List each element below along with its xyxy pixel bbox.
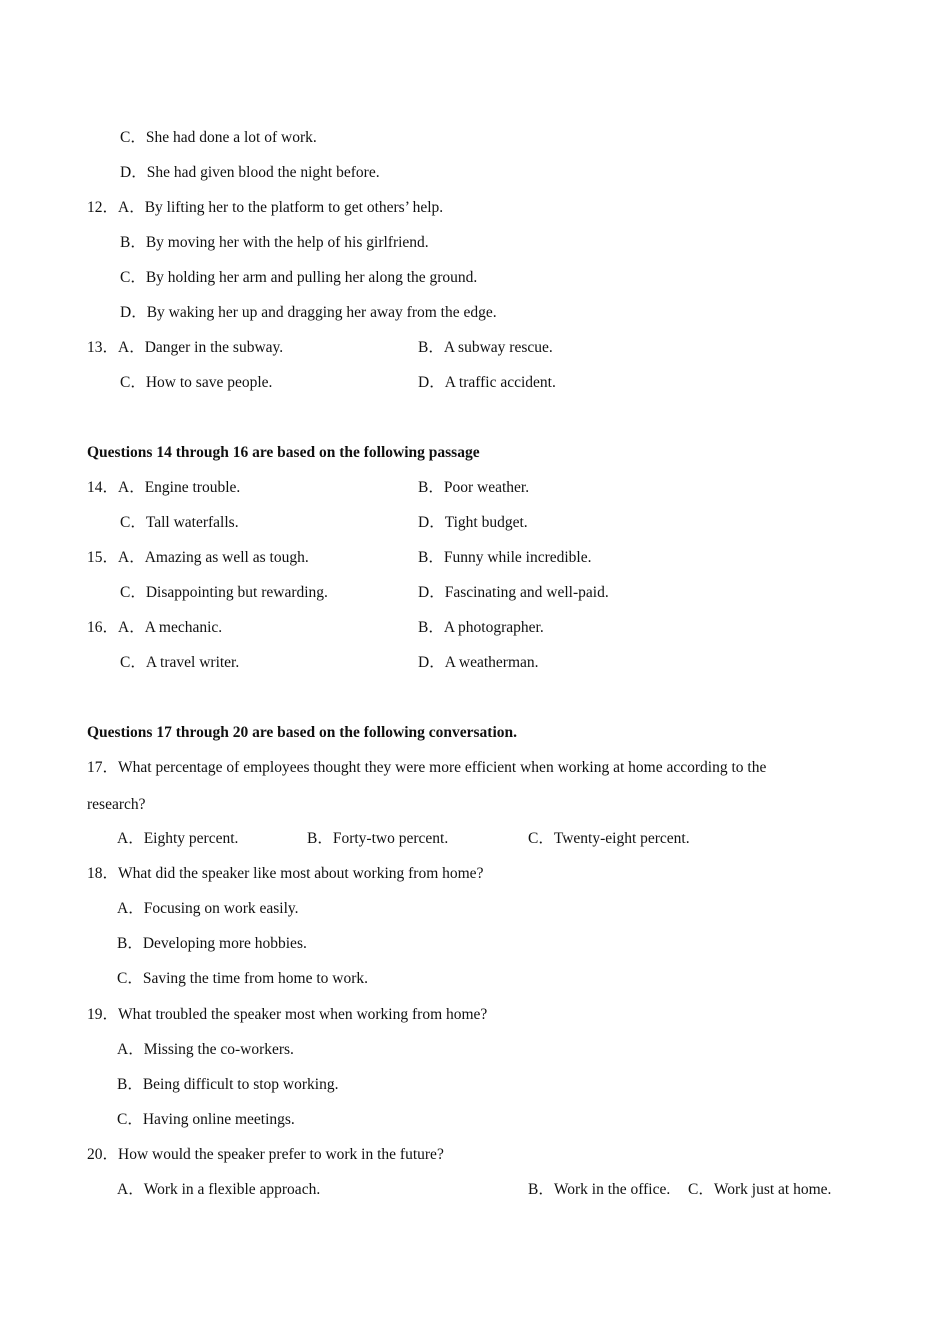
q17-question-line1: 17．What percentage of employees thought they were more efficient when working at home according to the [87, 759, 767, 776]
q19-option-c: C．Having online meetings. [117, 1111, 295, 1128]
q20-option-b: B．Work in the office. [528, 1181, 671, 1198]
q12-option-a: 12．A．By lifting her to the platform to get others’ help. [87, 199, 444, 216]
section-heading-14-16: Questions 14 through 16 are based on the following passage [87, 444, 480, 461]
q19-option-a: A．Missing the co-workers. [117, 1041, 294, 1058]
q20-option-c: C．Work just at home. [688, 1181, 832, 1198]
q14-option-a: 14．A．Engine trouble. [87, 479, 241, 496]
q19-question: 19．What troubled the speaker most when working from home? [87, 1006, 488, 1023]
q13-option-b: B．A subway rescue. [418, 339, 553, 356]
q16-option-a: 16．A．A mechanic. [87, 619, 223, 636]
q13-option-a: 13．A．Danger in the subway. [87, 339, 284, 356]
q16-option-d: D．A weatherman. [418, 654, 539, 671]
q15-option-d: D．Fascinating and well-paid. [418, 584, 609, 601]
q17-option-b: B．Forty-two percent. [307, 830, 449, 847]
q17-option-a: A．Eighty percent. [117, 830, 239, 847]
q11-option-d: D．She had given blood the night before. [120, 164, 380, 181]
q19-option-b: B．Being difficult to stop working. [117, 1076, 339, 1093]
section-heading-17-20: Questions 17 through 20 are based on the following conversation. [87, 724, 518, 741]
q15-option-a: 15．A．Amazing as well as tough. [87, 549, 309, 566]
q14-option-b: B．Poor weather. [418, 479, 530, 496]
q13-option-d: D．A traffic accident. [418, 374, 556, 391]
q18-option-c: C．Saving the time from home to work. [117, 970, 368, 987]
q15-option-b: B．Funny while incredible. [418, 549, 592, 566]
q17-question-line2: research? [87, 796, 146, 813]
q14-option-c: C．Tall waterfalls. [120, 514, 239, 531]
q17-option-c: C．Twenty-eight percent. [528, 830, 690, 847]
q15-option-c: C．Disappointing but rewarding. [120, 584, 328, 601]
q18-option-a: A．Focusing on work easily. [117, 900, 299, 917]
q13-option-c: C．How to save people. [120, 374, 273, 391]
q18-question: 18．What did the speaker like most about working from home? [87, 865, 484, 882]
q12-option-b: B．By moving her with the help of his girlfriend. [120, 234, 429, 251]
q20-question: 20．How would the speaker prefer to work in the future? [87, 1146, 444, 1163]
q11-option-c: C．She had done a lot of work. [120, 129, 317, 146]
q12-option-c: C．By holding her arm and pulling her along the ground. [120, 269, 478, 286]
q12-option-d: D．By waking her up and dragging her away from the edge. [120, 304, 497, 321]
q18-option-b: B．Developing more hobbies. [117, 935, 307, 952]
q14-option-d: D．Tight budget. [418, 514, 528, 531]
q16-option-b: B．A photographer. [418, 619, 544, 636]
q20-option-a: A．Work in a flexible approach. [117, 1181, 321, 1198]
q16-option-c: C．A travel writer. [120, 654, 240, 671]
